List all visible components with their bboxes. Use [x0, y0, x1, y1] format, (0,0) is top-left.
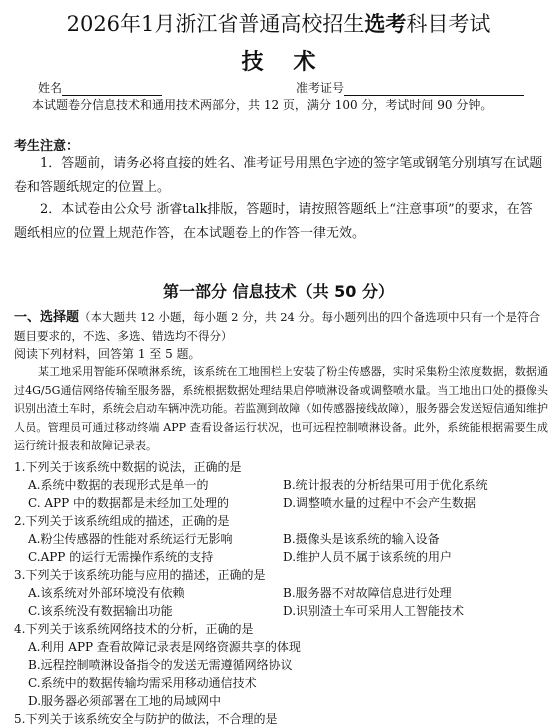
name-field: [38, 79, 162, 96]
title-post: 科目考试: [406, 12, 491, 36]
question-5-stem: 5.下列关于该系统安全与防护的做法，不合理的是: [14, 712, 278, 726]
question-1-option-a[interactable]: A.系统中数据的表现形式是单一的: [28, 478, 209, 492]
question-1-stem: 1.下列关于该系统中数据的说法，正确的是: [14, 460, 242, 474]
section-label: 一、选择题: [14, 310, 80, 325]
question-1-option-d[interactable]: D.调整喷水量的过程中不会产生数据: [283, 496, 477, 510]
id-blank: [344, 83, 524, 96]
question-3-stem: 3.下列关于该系统功能与应用的描述，正确的是: [14, 568, 266, 582]
notice-item-1: 1．答题前，请务必将直接的姓名、准考证号用黑色字迹的签字笔或钢笔分别填写在试题卷和答题纸规定的位置上。: [14, 156, 543, 195]
question-4-stem: 4.下列关于该系统网络技术的分析，正确的是: [14, 622, 254, 636]
question-2-option-c[interactable]: C.APP 的运行无需操作系统的支持: [28, 550, 214, 564]
name-blank: [62, 83, 162, 96]
question-3-option-d[interactable]: D.识别渣土车可采用人工智能技术: [283, 604, 465, 618]
question-2-option-a[interactable]: A.粉尘传感器的性能对系统运行无影响: [28, 532, 233, 546]
section-desc: （本大题共 12 小题，每小题 2 分，共 24 分。每小题列出的四个备选项中只有一个是符合题目要求的，不选、多选、错选均不得分）: [14, 310, 541, 343]
exam-meta: 本试题卷分信息技术和通用技术两部分，共 12 页，满分 100 分，考试时间 90 分钟。: [32, 98, 493, 112]
question-2-stem: 2.下列关于该系统组成的描述，正确的是: [14, 514, 230, 528]
title-bold: 选考: [364, 12, 407, 36]
read-instruction: 阅读下列材料，回答第 1 至 5 题。: [14, 347, 201, 361]
question-4-option-a[interactable]: A.利用 APP 查看故障记录表是网络资源共享的体现: [28, 640, 301, 654]
subject-title: 技术: [241, 50, 346, 75]
part-title: 第一部分 信息技术（共 50 分）: [163, 282, 394, 301]
exam-title: [0, 8, 557, 38]
id-label: 准考证号: [296, 81, 345, 95]
notice-item-2: 2．本试卷由公众号 浙睿talk排版，答题时，请按照答题纸上“注意事项”的要求，在答题纸相应的位置上规范作答，在本试题卷上的作答一律无效。: [14, 202, 533, 241]
question-1-option-b[interactable]: B.统计报表的分析结果可用于优化系统: [283, 478, 488, 492]
title-pre: 2026年1月浙江省普通高校招生: [66, 12, 365, 36]
question-4-option-d[interactable]: D.服务器必须部署在工地的局域网中: [28, 694, 222, 708]
question-3-option-b[interactable]: B.服务器不对故障信息进行处理: [283, 586, 452, 600]
question-2-option-d[interactable]: D.维护人员不属于该系统的用户: [283, 550, 453, 564]
notice-heading: 考生注意：: [14, 139, 80, 154]
section-header: [14, 308, 548, 345]
question-4-option-c[interactable]: C.系统中的数据传输均需采用移动通信技术: [28, 676, 257, 690]
question-4-option-b[interactable]: B.远程控制喷淋设备指令的发送无需遵循网络协议: [28, 658, 293, 672]
name-label: 姓名: [38, 81, 63, 95]
question-3-option-c[interactable]: C.该系统没有数据输出功能: [28, 604, 173, 618]
question-3-option-a[interactable]: A.该系统对外部环境没有依赖: [28, 586, 185, 600]
question-2-option-b[interactable]: B.摄像头是该系统的输入设备: [283, 532, 440, 546]
id-field: [296, 79, 524, 96]
question-1-option-c[interactable]: C. APP 中的数据都是未经加工处理的: [28, 496, 230, 510]
reading-material: 某工地采用智能环保喷淋系统，该系统在工地围栏上安装了粉尘传感器，实时采集粉尘浓度数据，数据通过4G/5G通信网络传输至服务器，系统根据数据处理结果启停喷淋设备或调整喷水量。当工地出口处的摄像头识别出渣土车时，系统会启动车辆冲洗功能。若监测到故障（如传感器接线故障），服务器会发送短信通知维护人员。管理员可通过移动终端 APP 查看设备运行状况，也可远程控制喷淋设备。此外，系统能根据需要生成运行统计报表和故障记录表。: [14, 365, 548, 452]
